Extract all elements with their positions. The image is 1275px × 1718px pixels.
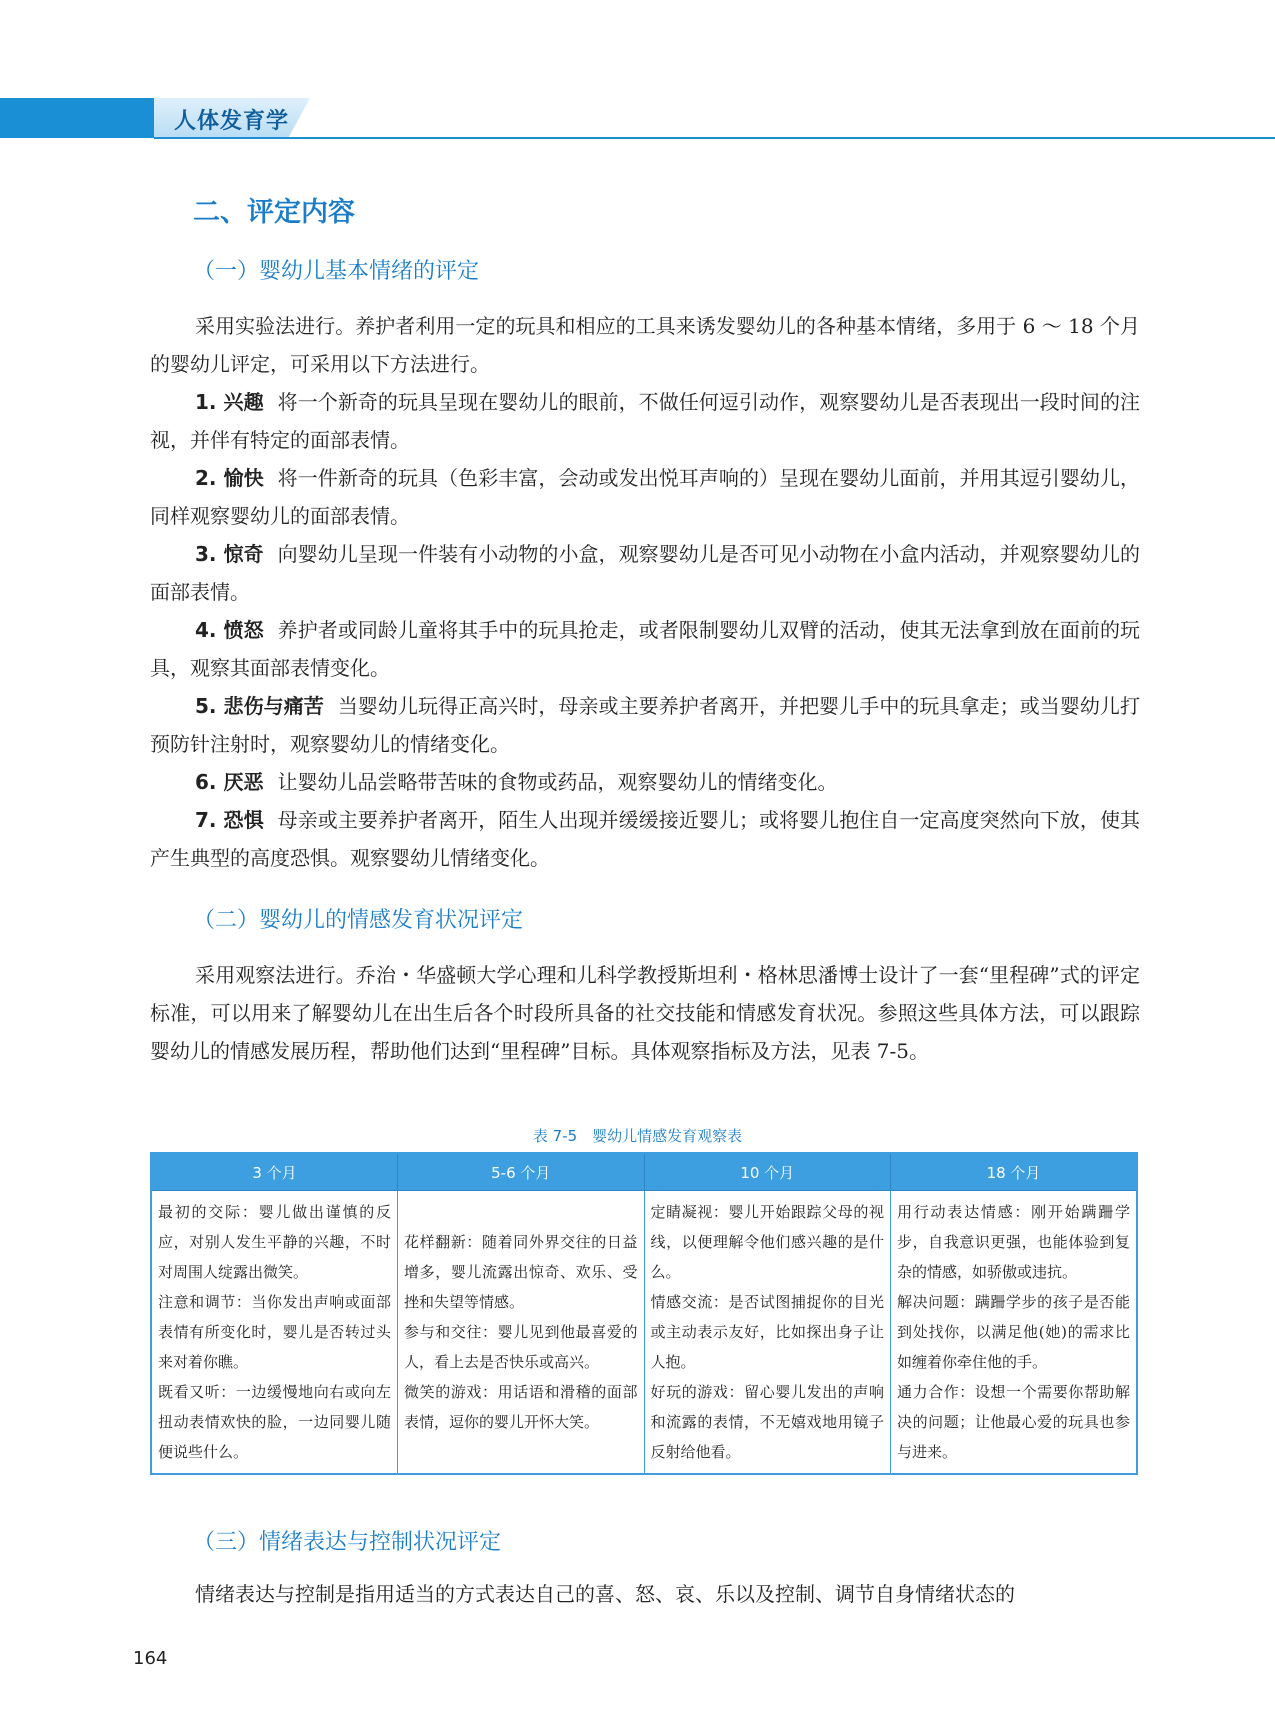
- table-cell-3-months: [151, 1191, 398, 1475]
- book-title: 人体发育学: [174, 109, 290, 134]
- emotion-item-text: 当婴幼儿玩得正高兴时，母亲或主要养护者离开，并把婴儿手中的玩具拿走；或当婴幼儿打预防针注射时，观察婴幼儿的情绪变化。: [150, 694, 1140, 756]
- sub1-intro: 采用实验法进行。养护者利用一定的玩具和相应的工具来诱发婴幼儿的各种基本情绪，多用于 6 ～ 18 个月的婴幼儿评定，可采用以下方法进行。: [150, 314, 1140, 376]
- table-cell-18-months: [891, 1191, 1138, 1475]
- emotion-item-label: 4. 愤怒: [195, 618, 264, 642]
- table-cell-10-months: [644, 1191, 891, 1475]
- emotion-item: [150, 611, 1140, 687]
- cell-entry: 好玩的游戏：留心婴儿发出的声响和流露的表情，不无嬉戏地用镜子反射给他看。: [650, 1383, 884, 1461]
- sub3-intro: 情绪表达与控制是指用适当的方式表达自己的喜、怒、哀、乐以及控制、调节自身情绪状态的: [195, 1582, 1015, 1606]
- cell-entry: 参与和交往：婴儿见到他最喜爱的人，看上去是否快乐或高兴。: [404, 1323, 638, 1371]
- observation-table: [150, 1152, 1138, 1475]
- table-header-cell: 3 个月: [151, 1153, 398, 1191]
- cell-entry: 情感交流：是否试图捕捉你的目光或主动表示友好，比如探出身子让人抱。: [650, 1293, 884, 1371]
- table-header-cell: 18 个月: [891, 1153, 1138, 1191]
- cell-entry: 注意和调节：当你发出声响或面部表情有所变化时，婴儿是否转过头来对着你瞧。: [158, 1293, 391, 1371]
- cell-entry: 定睛凝视：婴儿开始跟踪父母的视线，以便理解令他们感兴趣的是什么。: [650, 1203, 884, 1281]
- emotion-item: [150, 763, 1140, 801]
- cell-entry: 花样翻新：随着同外界交往的日益增多，婴儿流露出惊奇、欢乐、受挫和失望等情感。: [404, 1233, 638, 1311]
- cell-entry: 既看又听：一边缓慢地向右或向左扭动表情欢快的脸，一边同婴儿随便说些什么。: [158, 1383, 391, 1461]
- section-title: 二、评定内容: [193, 197, 355, 228]
- emotion-item-text: 母亲或主要养护者离开，陌生人出现并缓缓接近婴儿；或将婴儿抱住自一定高度突然向下放，使其产生典型的高度恐惧。观察婴幼儿情绪变化。: [150, 808, 1141, 870]
- emotion-item-text: 向婴幼儿呈现一件装有小动物的小盒，观察婴幼儿是否可见小动物在小盒内活动，并观察婴幼儿的面部表情。: [150, 542, 1141, 604]
- table-cell-5-6-months: [398, 1191, 645, 1475]
- subsection-title-3: （三）情绪表达与控制状况评定: [193, 1530, 502, 1555]
- emotion-item-label: 3. 惊奇: [195, 542, 264, 566]
- emotion-item-label: 1. 兴趣: [195, 390, 264, 414]
- cell-entry: 用行动表达情感：刚开始蹒跚学步，自我意识更强，也能体验到复杂的情感，如骄傲或违抗。: [897, 1203, 1130, 1281]
- table-header-cell: 10 个月: [644, 1153, 891, 1191]
- emotion-item-label: 7. 恐惧: [195, 808, 264, 832]
- emotion-item-label: 5. 悲伤与痛苦: [195, 694, 324, 718]
- subsection-title-1: （一）婴幼儿基本情绪的评定: [193, 259, 480, 284]
- page-number: 164: [133, 1648, 168, 1669]
- emotion-item-text: 将一个新奇的玩具呈现在婴幼儿的眼前，不做任何逗引动作，观察婴幼儿是否表现出一段时间的注视，并伴有特定的面部表情。: [150, 390, 1141, 452]
- emotion-item: [150, 687, 1140, 763]
- sub2-intro: 采用观察法进行。乔治・华盛顿大学心理和儿科学教授斯坦利・格林思潘博士设计了一套“里程碑”式的评定标准，可以用来了解婴幼儿在出生后各个时段所具备的社交技能和情感发育状况。参照这些具体方法，可以跟踪婴幼儿的情感发展历程，帮助他们达到“里程碑”目标。具体观察指标及方法，见表 7-5。: [150, 963, 1140, 1063]
- table-caption: 表 7-5 婴幼儿情感发育观察表: [532, 1127, 743, 1145]
- emotion-item: [150, 535, 1140, 611]
- table-header-cell: 5-6 个月: [398, 1153, 645, 1191]
- cell-entry: 微笑的游戏：用话语和滑稽的面部表情，逗你的婴儿开怀大笑。: [404, 1383, 638, 1431]
- table-row: [151, 1191, 1137, 1475]
- emotion-item: [150, 801, 1140, 877]
- cell-entry: 通力合作：设想一个需要你帮助解决的问题；让他最心爱的玩具也参与进来。: [897, 1383, 1130, 1461]
- running-header: [0, 98, 1275, 138]
- header-rule: [154, 137, 1275, 139]
- header-band: [0, 98, 154, 138]
- emotion-item-text: 养护者或同龄儿童将其手中的玩具抢走，或者限制婴幼儿双臂的活动，使其无法拿到放在面前的玩具，观察其面部表情变化。: [150, 618, 1141, 680]
- emotion-item: [150, 459, 1140, 535]
- emotion-item: [150, 383, 1140, 459]
- cell-entry: 解决问题：蹒跚学步的孩子是否能到处找你，以满足他(她)的需求比如缠着你牵住他的手。: [897, 1293, 1130, 1371]
- subsection-title-2: （二）婴幼儿的情感发育状况评定: [193, 908, 524, 933]
- emotion-item-label: 2. 愉快: [195, 466, 264, 490]
- emotion-item-text: 让婴幼儿品尝略带苦味的食物或药品，观察婴幼儿的情绪变化。: [277, 770, 838, 794]
- emotion-item-text: 将一件新奇的玩具（色彩丰富，会动或发出悦耳声响的）呈现在婴幼儿面前，并用其逗引婴幼儿，同样观察婴幼儿的面部表情。: [150, 466, 1141, 528]
- cell-entry: 最初的交际：婴儿做出谨慎的反应，对别人发生平静的兴趣，不时对周围人绽露出微笑。: [158, 1203, 391, 1281]
- table-header-row: [151, 1153, 1137, 1191]
- emotion-item-label: 6. 厌恶: [195, 770, 264, 794]
